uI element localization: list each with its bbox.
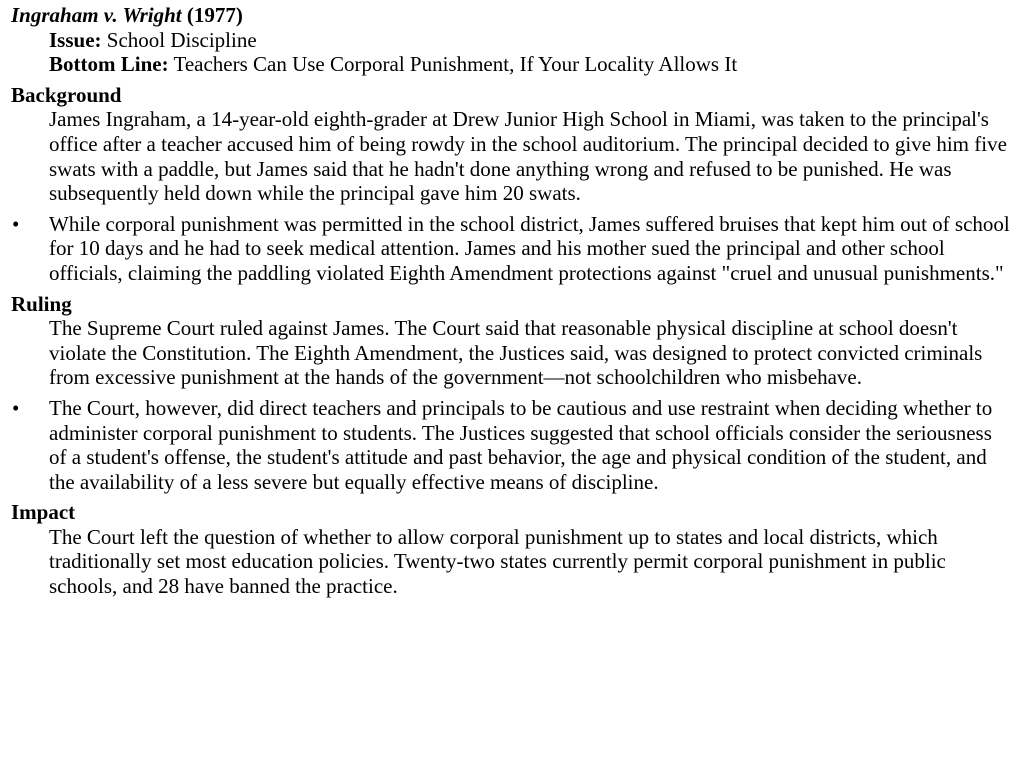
background-bullet xyxy=(12,211,1014,286)
issue-value: School Discipline xyxy=(106,27,257,52)
ruling-bullet xyxy=(12,395,1014,494)
bottom-line xyxy=(49,52,1014,77)
impact-heading: Impact xyxy=(11,500,76,525)
issue-line xyxy=(49,28,1014,53)
background-paragraph: James Ingraham, a 14-year-old eighth-grader at Drew Junior High School in Miami, was taken to the principal's office after a teacher accused him of being rowdy in the school auditorium. The principal decided to give him five swats with a paddle, but James said that he hadn't done anything wrong and refused to be punished. He was subsequently held down while the principal gave him 20 swats. xyxy=(49,107,1007,206)
impact-paragraph: The Court left the question of whether to allow corporal punishment up to states and local districts, which traditionally set most education policies. Twenty-two states currently permit corporal punishment in public schools, and 28 have banned the practice. xyxy=(49,524,946,599)
case-title xyxy=(11,3,1014,28)
ruling-bullet-text: The Court, however, did direct teachers and principals to be cautious and use restraint when deciding whether to administer corporal punishment to students. The Justices suggested that school officials consider the seriousness of a student's offense, the student's attitude and past behavior, the age and physical condition of the student, and the availability of a less severe but equally effective means of discipline. xyxy=(49,395,993,494)
bottom-line-label: Bottom Line: xyxy=(49,52,169,77)
case-name: Ingraham v. Wright xyxy=(11,3,182,27)
bullet-mark: • xyxy=(12,395,20,420)
ruling-paragraph: The Supreme Court ruled against James. The Court said that reasonable physical discipline at school doesn't violate the Constitution. The Eighth Amendment, the Justices said, was designed to protect convicted criminals from excessive punishment at the hands of the government—not schoolchildren who misbehave. xyxy=(49,316,983,390)
background-heading: Background xyxy=(11,82,122,107)
bottom-line-value: Teachers Can Use Corporal Punishment, If Your Locality Allows It xyxy=(173,52,738,77)
ruling-heading: Ruling xyxy=(11,291,72,316)
bullet-mark: • xyxy=(12,211,20,236)
issue-label: Issue: xyxy=(49,27,102,52)
background-bullet-text: While corporal punishment was permitted in the school district, James suffered bruises that kept him out of school for 10 days and he had to seek medical attention. James and his mother sued the principal and other school officials, claiming the paddling violated Eighth Amendment protections against "cruel and unusual punishments." xyxy=(49,211,1010,285)
case-year: (1977) xyxy=(186,3,243,27)
